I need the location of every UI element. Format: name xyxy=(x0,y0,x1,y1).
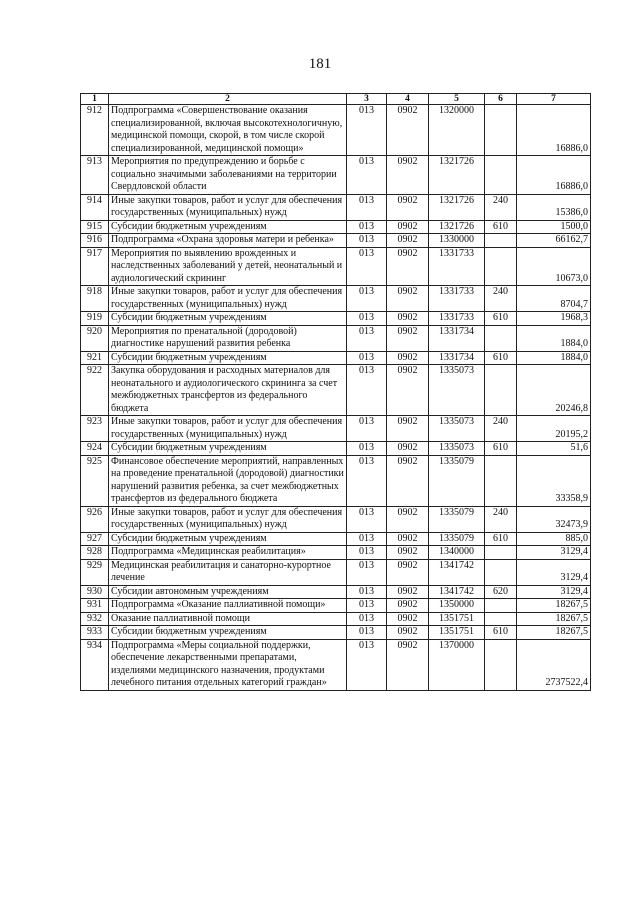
row-admin-code: 013 xyxy=(347,639,387,690)
row-admin-code: 013 xyxy=(347,312,387,326)
row-amount: 20246,8 xyxy=(517,365,591,416)
row-admin-code: 013 xyxy=(347,506,387,532)
row-section-code: 0902 xyxy=(387,194,429,220)
row-admin-code: 013 xyxy=(347,286,387,312)
row-target-code: 1331734 xyxy=(429,351,485,365)
row-expense-type xyxy=(485,639,517,690)
table-row xyxy=(81,585,591,599)
row-section-code: 0902 xyxy=(387,234,429,248)
row-target-code: 1335079 xyxy=(429,532,485,546)
row-amount: 1884,0 xyxy=(517,351,591,365)
column-header-6: 6 xyxy=(485,94,517,105)
row-number: 919 xyxy=(81,312,109,326)
row-name: Мероприятия по предупреждению и борьбе с социально значимыми заболеваниями на территории Свердловской области xyxy=(109,156,347,195)
row-target-code: 1335079 xyxy=(429,506,485,532)
row-name: Иные закупки товаров, работ и услуг для обеспечения государственных (муниципальных) нужд xyxy=(109,286,347,312)
row-name: Закупка оборудования и расходных материалов для неонатального и аудиологического скрининга за счет межбюджетных трансфертов из федерального бюджета xyxy=(109,365,347,416)
row-amount: 1884,0 xyxy=(517,325,591,351)
row-name: Подпрограмма «Меры социальной поддержки, обеспечение лекарственными препаратами, изделиями медицинского назначения, продуктами лечебного питания отдельных категорий граждан» xyxy=(109,639,347,690)
table-row xyxy=(81,312,591,326)
row-amount: 3129,4 xyxy=(517,546,591,560)
row-admin-code: 013 xyxy=(347,532,387,546)
row-amount: 20195,2 xyxy=(517,416,591,442)
row-expense-type xyxy=(485,546,517,560)
row-section-code: 0902 xyxy=(387,612,429,626)
row-target-code: 1331734 xyxy=(429,325,485,351)
row-admin-code: 013 xyxy=(347,455,387,506)
row-expense-type xyxy=(485,105,517,156)
row-name: Подпрограмма «Оказание паллиативной помощи» xyxy=(109,599,347,613)
row-number: 925 xyxy=(81,455,109,506)
row-section-code: 0902 xyxy=(387,247,429,286)
row-admin-code: 013 xyxy=(347,416,387,442)
table-row xyxy=(81,612,591,626)
row-target-code: 1335073 xyxy=(429,416,485,442)
row-section-code: 0902 xyxy=(387,312,429,326)
row-admin-code: 013 xyxy=(347,442,387,456)
row-expense-type: 610 xyxy=(485,220,517,234)
row-number: 916 xyxy=(81,234,109,248)
column-header-4: 4 xyxy=(387,94,429,105)
row-number: 928 xyxy=(81,546,109,560)
table-row xyxy=(81,559,591,585)
row-amount: 15386,0 xyxy=(517,194,591,220)
row-name: Субсидии бюджетным учреждениям xyxy=(109,442,347,456)
table-row xyxy=(81,194,591,220)
row-number: 924 xyxy=(81,442,109,456)
row-section-code: 0902 xyxy=(387,559,429,585)
row-admin-code: 013 xyxy=(347,585,387,599)
column-header-2: 2 xyxy=(109,94,347,105)
row-name: Финансовое обеспечение мероприятий, направленных на проведение пренатальной (дородовой) диагностики нарушений развития ребенка, за счет межбюджетных трансфертов из федерального бюджета xyxy=(109,455,347,506)
row-target-code: 1335079 xyxy=(429,455,485,506)
row-number: 923 xyxy=(81,416,109,442)
row-number: 932 xyxy=(81,612,109,626)
row-expense-type: 610 xyxy=(485,351,517,365)
row-expense-type xyxy=(485,325,517,351)
row-name: Оказание паллиативной помощи xyxy=(109,612,347,626)
row-number: 912 xyxy=(81,105,109,156)
row-name: Субсидии бюджетным учреждениям xyxy=(109,626,347,640)
row-admin-code: 013 xyxy=(347,599,387,613)
row-number: 933 xyxy=(81,626,109,640)
row-expense-type: 610 xyxy=(485,442,517,456)
row-number: 930 xyxy=(81,585,109,599)
row-number: 927 xyxy=(81,532,109,546)
row-expense-type: 610 xyxy=(485,312,517,326)
row-section-code: 0902 xyxy=(387,416,429,442)
row-expense-type: 240 xyxy=(485,286,517,312)
row-target-code: 1335073 xyxy=(429,442,485,456)
table-row xyxy=(81,546,591,560)
row-admin-code: 013 xyxy=(347,351,387,365)
row-section-code: 0902 xyxy=(387,546,429,560)
row-expense-type: 620 xyxy=(485,585,517,599)
row-admin-code: 013 xyxy=(347,325,387,351)
table-row xyxy=(81,532,591,546)
table-row xyxy=(81,286,591,312)
row-section-code: 0902 xyxy=(387,585,429,599)
row-amount: 51,6 xyxy=(517,442,591,456)
row-amount: 18267,5 xyxy=(517,612,591,626)
row-amount: 2737522,4 xyxy=(517,639,591,690)
row-number: 918 xyxy=(81,286,109,312)
row-expense-type xyxy=(485,599,517,613)
table-row xyxy=(81,220,591,234)
row-amount: 16886,0 xyxy=(517,105,591,156)
row-expense-type: 240 xyxy=(485,506,517,532)
row-name: Подпрограмма «Охрана здоровья матери и ребенка» xyxy=(109,234,347,248)
row-expense-type xyxy=(485,455,517,506)
row-section-code: 0902 xyxy=(387,506,429,532)
column-header-7: 7 xyxy=(517,94,591,105)
page-number: 181 xyxy=(308,56,332,72)
row-number: 921 xyxy=(81,351,109,365)
row-name: Иные закупки товаров, работ и услуг для обеспечения государственных (муниципальных) нужд xyxy=(109,194,347,220)
row-name: Иные закупки товаров, работ и услуг для обеспечения государственных (муниципальных) нужд xyxy=(109,506,347,532)
row-section-code: 0902 xyxy=(387,365,429,416)
column-header-5: 5 xyxy=(429,94,485,105)
row-number: 915 xyxy=(81,220,109,234)
row-target-code: 1335073 xyxy=(429,365,485,416)
row-expense-type: 610 xyxy=(485,532,517,546)
column-header-1: 1 xyxy=(81,94,109,105)
row-number: 913 xyxy=(81,156,109,195)
row-name: Подпрограмма «Совершенствование оказания специализированной, включая высокотехнологичную, медицинской помощи, скорой, в том числе скорой специализированной, медицинской помощи» xyxy=(109,105,347,156)
row-amount: 16886,0 xyxy=(517,156,591,195)
row-number: 929 xyxy=(81,559,109,585)
row-admin-code: 013 xyxy=(347,194,387,220)
row-target-code: 1350000 xyxy=(429,599,485,613)
row-admin-code: 013 xyxy=(347,156,387,195)
row-expense-type xyxy=(485,365,517,416)
table-row xyxy=(81,599,591,613)
table-row xyxy=(81,325,591,351)
column-header-3: 3 xyxy=(347,94,387,105)
row-number: 926 xyxy=(81,506,109,532)
row-target-code: 1320000 xyxy=(429,105,485,156)
table-row xyxy=(81,416,591,442)
row-section-code: 0902 xyxy=(387,626,429,640)
table-row xyxy=(81,455,591,506)
row-expense-type xyxy=(485,247,517,286)
row-target-code: 1321726 xyxy=(429,194,485,220)
row-target-code: 1331733 xyxy=(429,286,485,312)
table-row xyxy=(81,351,591,365)
row-expense-type: 240 xyxy=(485,416,517,442)
row-section-code: 0902 xyxy=(387,105,429,156)
table-row xyxy=(81,506,591,532)
table-row xyxy=(81,247,591,286)
row-admin-code: 013 xyxy=(347,559,387,585)
row-section-code: 0902 xyxy=(387,220,429,234)
table-row xyxy=(81,156,591,195)
row-target-code: 1330000 xyxy=(429,234,485,248)
table-body xyxy=(81,105,591,691)
row-amount: 18267,5 xyxy=(517,626,591,640)
table-row xyxy=(81,105,591,156)
row-section-code: 0902 xyxy=(387,325,429,351)
table-row xyxy=(81,626,591,640)
row-amount: 1500,0 xyxy=(517,220,591,234)
row-name: Медицинская реабилитация и санаторно-курортное лечение xyxy=(109,559,347,585)
table-row xyxy=(81,365,591,416)
row-number: 920 xyxy=(81,325,109,351)
row-target-code: 1370000 xyxy=(429,639,485,690)
row-amount: 1968,3 xyxy=(517,312,591,326)
row-section-code: 0902 xyxy=(387,639,429,690)
row-name: Субсидии бюджетным учреждениям xyxy=(109,312,347,326)
row-expense-type xyxy=(485,156,517,195)
row-name: Иные закупки товаров, работ и услуг для обеспечения государственных (муниципальных) нужд xyxy=(109,416,347,442)
row-name: Подпрограмма «Медицинская реабилитация» xyxy=(109,546,347,560)
row-amount: 66162,7 xyxy=(517,234,591,248)
row-number: 934 xyxy=(81,639,109,690)
row-target-code: 1321726 xyxy=(429,156,485,195)
row-number: 914 xyxy=(81,194,109,220)
row-target-code: 1331733 xyxy=(429,312,485,326)
row-amount: 3129,4 xyxy=(517,559,591,585)
row-number: 922 xyxy=(81,365,109,416)
row-target-code: 1341742 xyxy=(429,559,485,585)
row-number: 917 xyxy=(81,247,109,286)
row-target-code: 1341742 xyxy=(429,585,485,599)
row-expense-type xyxy=(485,559,517,585)
row-amount: 32473,9 xyxy=(517,506,591,532)
row-name: Субсидии автономным учреждениям xyxy=(109,585,347,599)
row-name: Субсидии бюджетным учреждениям xyxy=(109,351,347,365)
table-row xyxy=(81,442,591,456)
row-number: 931 xyxy=(81,599,109,613)
row-section-code: 0902 xyxy=(387,351,429,365)
table-row xyxy=(81,639,591,690)
row-name: Мероприятия по выявлению врожденных и наследственных заболеваний у детей, неонатальный и аудиологический скрининг xyxy=(109,247,347,286)
row-amount: 3129,4 xyxy=(517,585,591,599)
row-target-code: 1321726 xyxy=(429,220,485,234)
budget-table xyxy=(80,93,591,691)
row-name: Субсидии бюджетным учреждениям xyxy=(109,532,347,546)
row-name: Субсидии бюджетным учреждениям xyxy=(109,220,347,234)
table-header-row xyxy=(81,94,591,105)
row-expense-type: 610 xyxy=(485,626,517,640)
row-amount: 18267,5 xyxy=(517,599,591,613)
row-section-code: 0902 xyxy=(387,286,429,312)
row-admin-code: 013 xyxy=(347,626,387,640)
row-amount: 885,0 xyxy=(517,532,591,546)
row-section-code: 0902 xyxy=(387,156,429,195)
row-admin-code: 013 xyxy=(347,234,387,248)
row-expense-type xyxy=(485,612,517,626)
row-admin-code: 013 xyxy=(347,220,387,234)
row-admin-code: 013 xyxy=(347,546,387,560)
row-section-code: 0902 xyxy=(387,442,429,456)
row-expense-type xyxy=(485,234,517,248)
row-admin-code: 013 xyxy=(347,612,387,626)
row-amount: 10673,0 xyxy=(517,247,591,286)
row-name: Мероприятия по пренатальной (дородовой) диагностике нарушений развития ребенка xyxy=(109,325,347,351)
row-section-code: 0902 xyxy=(387,532,429,546)
row-admin-code: 013 xyxy=(347,247,387,286)
row-target-code: 1331733 xyxy=(429,247,485,286)
row-section-code: 0902 xyxy=(387,455,429,506)
row-target-code: 1351751 xyxy=(429,612,485,626)
row-amount: 33358,9 xyxy=(517,455,591,506)
row-admin-code: 013 xyxy=(347,105,387,156)
table-row xyxy=(81,234,591,248)
row-admin-code: 013 xyxy=(347,365,387,416)
row-section-code: 0902 xyxy=(387,599,429,613)
row-amount: 8704,7 xyxy=(517,286,591,312)
row-expense-type: 240 xyxy=(485,194,517,220)
row-target-code: 1351751 xyxy=(429,626,485,640)
row-target-code: 1340000 xyxy=(429,546,485,560)
